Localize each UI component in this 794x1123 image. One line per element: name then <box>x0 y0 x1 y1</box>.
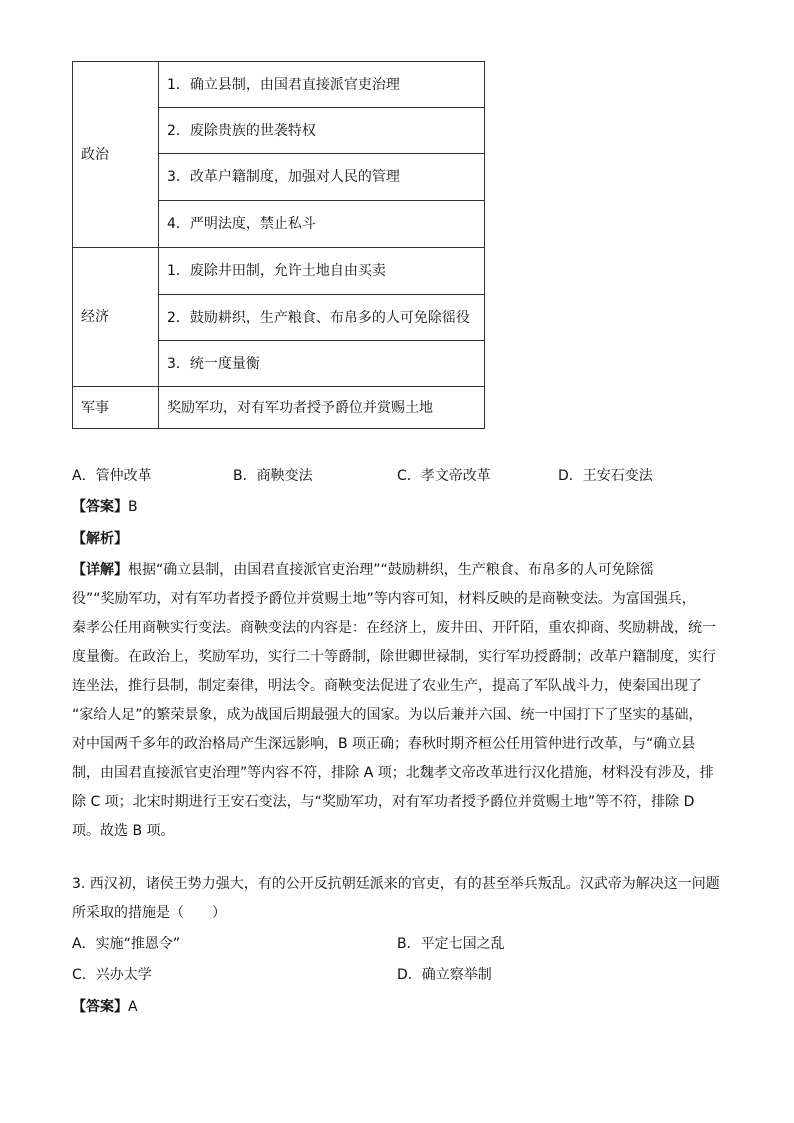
detail-line: 度量衡。在政治上，奖励军功，实行二十等爵制，除世卿世禄制，实行军功授爵制；改革户籍制度，实行 <box>72 649 716 665</box>
table-cell: 2．废除贵族的世袭特权 <box>159 108 485 154</box>
answer-value: A <box>128 999 138 1015</box>
q2-answer <box>72 497 138 517</box>
stem-line: 3. 西汉初，诸侯王势力强大，有的公开反抗朝廷派来的官吏，有的甚至举兵叛乱。汉武帝为解决这一问题 <box>72 876 720 892</box>
detail-line: 役”“奖励军功，对有军功者授予爵位并赏赐土地”等内容可知，材料反映的是商鞅变法。为富国强兵， <box>72 591 696 607</box>
reform-table <box>72 61 485 429</box>
table-cell: 3．统一度量衡 <box>159 341 485 387</box>
table-cell: 奖励军功，对有军功者授予爵位并赏赐土地 <box>159 387 485 429</box>
answer-label: 【答案】 <box>72 999 128 1015</box>
category-military: 军事 <box>73 387 159 429</box>
table-cell: 3．改革户籍制度，加强对人民的管理 <box>159 154 485 201</box>
category-politics: 政治 <box>73 62 159 248</box>
q2-analysis-label: 【解析】 <box>72 531 128 547</box>
q3-option-b: B．平定七国之乱 <box>397 936 505 952</box>
table-cell: 2．鼓励耕织，生产粮食、布帛多的人可免除徭役 <box>159 295 485 341</box>
q2-option-c: C．孝文帝改革 <box>397 468 491 484</box>
q2-option-a: A．管仲改革 <box>72 468 152 484</box>
q3-option-a: A．实施“推恩令” <box>72 936 181 952</box>
q2-option-b: B．商鞅变法 <box>233 468 313 484</box>
detail-line: 制，由国君直接派官吏治理”等内容不符，排除 A 项；北魏孝文帝改革进行汉化措施，材料没有涉及，排 <box>72 765 714 781</box>
table-cell: 4．严明法度，禁止私斗 <box>159 201 485 248</box>
table-cell: 1．确立县制，由国君直接派官吏治理 <box>159 62 485 108</box>
detail-line: 项。故选 B 项。 <box>72 823 175 839</box>
q3-option-c: C．兴办太学 <box>72 967 152 983</box>
q3-option-d: D．确立察举制 <box>397 967 492 983</box>
q2-option-d: D．王安石变法 <box>558 468 653 484</box>
category-economy: 经济 <box>73 248 159 387</box>
detail-line: 连坐法，推行县制，制定秦律，明法令。商鞅变法促进了农业生产，提高了军队战斗力，使秦国出现了 <box>72 678 702 694</box>
detail-line: 秦孝公任用商鞅实行变法。商鞅变法的内容是：在经济上，废井田、开阡陌，重农抑商、奖励耕战，统一 <box>72 620 716 636</box>
q3-answer <box>72 997 138 1017</box>
detail-line: 【详解】根据“确立县制，由国君直接派官吏治理”“鼓励耕织，生产粮食、布帛多的人可免除徭 <box>72 562 654 578</box>
table-cell: 1．废除井田制，允许土地自由买卖 <box>159 248 485 295</box>
q2-detail <box>72 556 724 846</box>
answer-label: 【答案】 <box>72 499 128 515</box>
detail-line: 对中国两千多年的政治格局产生深远影响，B 项正确；春秋时期齐桓公任用管仲进行改革，与“确立县 <box>72 736 696 752</box>
detail-line: “家给人足”的繁荣景象，成为战国后期最强大的国家。为以后兼并六国、统一中国打下了坚实的基础， <box>72 707 703 723</box>
detail-label: 【详解】 <box>72 562 128 578</box>
detail-line: 除 C 项；北宋时期进行王安石变法，与“奖励军功，对有军功者授予爵位并赏赐土地”等不符，排除 D <box>72 794 695 810</box>
answer-value: B <box>128 499 138 515</box>
stem-line: 所采取的措施是（ ） <box>72 905 226 921</box>
q3-stem <box>72 870 724 928</box>
